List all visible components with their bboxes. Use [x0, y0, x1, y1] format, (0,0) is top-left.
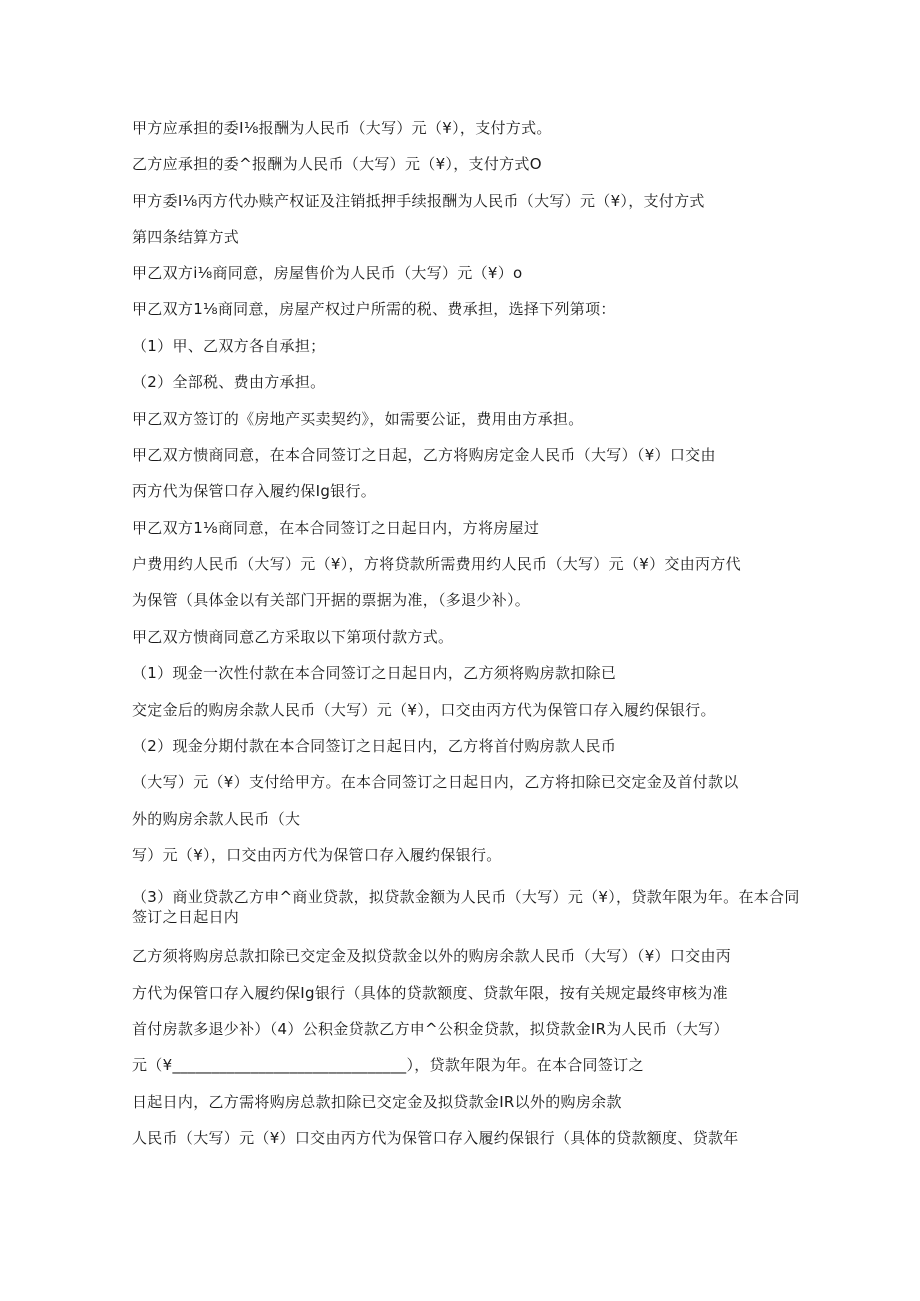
clause-line: 交定金后的购房余款人民币（大写）元（¥），口交由丙方代为保管口存入履约保银行。: [132, 701, 716, 719]
clause-line: 甲乙双方愦商同意乙方采取以下第项付款方式。: [132, 628, 454, 646]
clause-line: 为保管（具体金以有关部门开据的票据为准，（多退少补）。: [132, 591, 531, 609]
clause-line: 日起日内，乙方需将购房总款扣除已交定金及拟贷款金IR以外的购房余款: [132, 1093, 622, 1111]
option-line: （1）甲、乙双方各自承担；: [132, 337, 326, 355]
clause-line: 丙方代为保管口存入履约保Ig银行。: [132, 482, 377, 500]
clause-line: 乙方须将购房总款扣除已交定金及拟贷款金以外的购房余款人民币（大写）（¥）口交由丙: [132, 947, 732, 965]
clause-line: 甲方委Ⅰ⅛丙方代办赎产权证及注销抵押手续报酬为人民币（大写）元（¥），支付方式: [132, 192, 705, 210]
clause-line: （大写）元（¥）支付给甲方。在本合同签订之日起日内，乙方将扣除已交定金及首付款以: [132, 773, 739, 791]
clause-line: 人民币（大写）元（¥）口交由丙方代为保管口存入履约保银行（具体的贷款额度、贷款年: [132, 1129, 739, 1147]
section-heading: 第四条结算方式: [132, 228, 240, 246]
clause-line: 方代为保管口存入履约保Ig银行（具体的贷款额度、贷款年限，按有关规定最终审核为准: [132, 984, 728, 1002]
clause-line: 甲方应承担的委Ⅰ⅛报酬为人民币（大写）元（¥），支付方式。: [132, 119, 552, 137]
clause-line: 甲乙双方1⅛商同意，房屋产权过户所需的税、费承担，选择下列第项：: [132, 300, 616, 318]
clause-line: 元（¥______________________________），贷款年限为年。在本合同签订之: [132, 1056, 644, 1074]
clause-line: 甲乙双方i⅛商同意，房屋售价为人民币（大写）元（¥）o: [132, 264, 523, 282]
clause-line: 外的购房余款人民币（大: [132, 810, 301, 828]
clause-line: 户费用约人民币（大写）元（¥），方将贷款所需费用约人民币（大写）元（¥）交由丙方代: [132, 555, 741, 573]
clause-line: 甲乙双方愦商同意，在本合同签订之日起，乙方将购房定金人民币（大写）（¥）口交由: [132, 446, 716, 464]
clause-line: 甲乙双方1⅛商同意，在本合同签订之日起日内，方将房屋过: [132, 519, 540, 537]
clause-line: 首付房款多退少补）（4）公积金贷款乙方申^公积金贷款，拟贷款金IR为人民币（大写）: [132, 1020, 729, 1038]
clause-line: 写）元（¥），口交由丙方代为保管口存入履约保银行。: [132, 846, 502, 864]
clause-line: 乙方应承担的委^报酬为人民币（大写）元（¥），支付方式O: [132, 155, 542, 173]
option-line: （1）现金一次性付款在本合同签订之日起日内，乙方须将购房款扣除已: [132, 664, 617, 682]
option-line: （2）现金分期付款在本合同签订之日起日内，乙方将首付购房款人民币: [132, 737, 617, 755]
option-line: （2）全部税、费由方承担。: [132, 373, 326, 391]
option-line: （3）商业贷款乙方申^商业贷款，拟贷款金额为人民币（大写）元（¥），贷款年限为年。在本合同签订之日起日内: [132, 888, 800, 926]
clause-line: 甲乙双方签订的《房地产买卖契约》，如需要公证，费用由方承担。: [132, 410, 584, 428]
